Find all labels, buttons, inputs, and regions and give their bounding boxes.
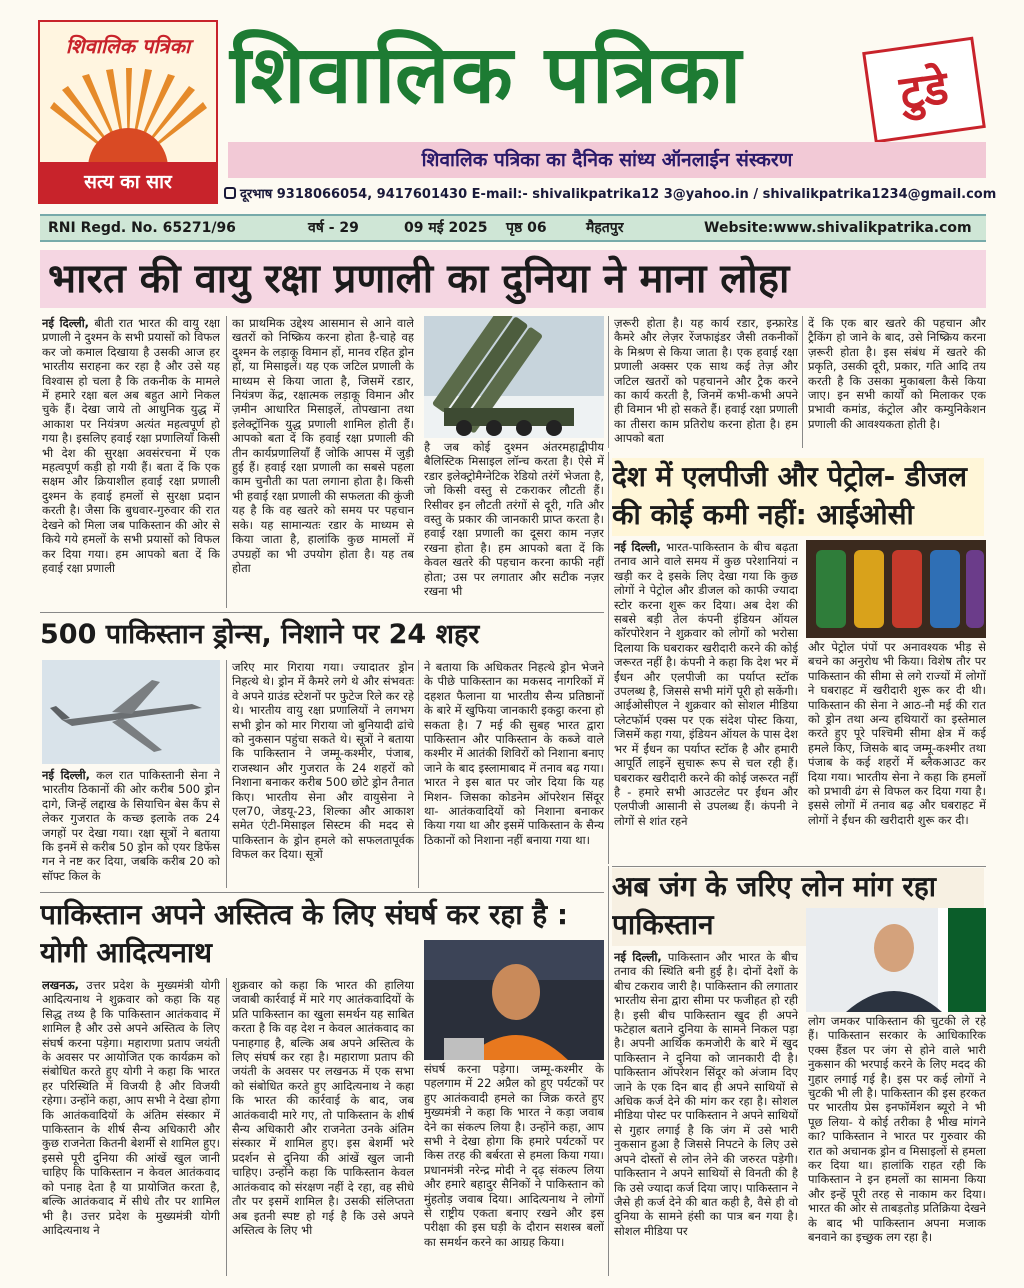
article-text: ज़रूरी होता है। यह कार्य रडार, इन्फ्रारेड कैमरे और लेज़र रेंजफाइंडर जैसी तकनीकों के मिश्रण से किया जाता है। एक हवाई रक्षा प्रणाली अक्सर एक साथ कई तेज़ और जटिल खतरों को पहचानने और ट्रैक करने का कार्य करती है, जिनमें कभी-कभी अपने ही विमान भी हो सकते हैं। हवाई रक्षा प्रणाली का तीसरा काम प्रतिरोध करना होता है। हम आपको बता xyxy=(614,316,798,446)
section-rule xyxy=(612,866,986,867)
yogi-adityanath-photo xyxy=(424,940,604,1060)
lpg-col-1 xyxy=(614,540,798,864)
article-text: लोग जमकर पाकिस्तान की चुटकी ले रहे हैं। पाकिस्तान सरकार के आधिकारिक एक्स हैंडल पर जंग से होने वाले भारी नुकसान की भरपाई करने के लिए मदद की गुहार लगाई गई है। इस पर कई लोगों ने चुटकी भी ली है। पाकिस्तान की इस हरकत पर भारतीय प्रेस इनफॉर्मेशन ब्यूरो ने भी पूछ लिया- ये कोई तरीका है भीख मांगने का? पाकिस्तान ने भारत पर गुरुवार की रात को अचानक ड्रोन व मिसाइलों से हमला कर दिया था। हालांकि राहत रही कि पाकिस्तान ने इन हमलों का सामना किया और इन्हें पूरी तरह से नाकाम कर दिया। भारत की ओर से ताबड़तोड़ प्रतिक्रिया देखने के बाद भी पाकिस्तान अपना मजाक बनवाने का इच्छुक लग रहा है। xyxy=(808,1014,986,1245)
article-text: पाकिस्तान और भारत के बीच तनाव की स्थिति बनी हुई है। दोनों देशों के बीच टकराव जारी है। पाकिस्तान की लगातार भारतीय सेना द्वारा सीमा पर फजीहत हो रही है। इसी बीच पाकिस्तान खुद ही अपने फटेहाल बताने दुनिया के सामने निकल पड़ा है। अपनी आर्थिक कमजोरी के बारे में खुद पाकिस्तान ने दुनिया को जानकारी दी है। पाकिस्तान ऑपरेशन सिंदूर को अंजाम दिए जाने के एक दिन बाद ही अपने साथियों से अधिक कर्ज देने की मांग कर रहा है। सोशल मीडिया पोस्ट पर पाकिस्तान ने अपने साथियों से गुहार लगाई है कि जंग में उसे भारी नुकसान हुआ है जिससे निपटने के लिए उसे अपने दोस्तों से लोन लेने की जरुरत पड़ेगी। पाकिस्तान ने अपने साथियों से विनती की है कि उसे ज्यादा कर्ज दिया जाए। पाकिस्तान ने जैसे ही कर्ज देने की बात कही है, वैसे ही वो दुनिया के सामने हंसी का पात्र बन गया है। सोशल मीडिया पर xyxy=(614,950,798,1238)
headline-loan: अब जंग के जरिए लोन मांग रहा पाकिस्तान xyxy=(612,868,984,946)
column-rule xyxy=(802,316,803,448)
newspaper-logo xyxy=(38,20,218,204)
pakistan-pm-photo xyxy=(806,908,986,1012)
yogi-col-3 xyxy=(424,1062,604,1276)
issue-date: 09 मई 2025 xyxy=(404,220,488,236)
article-text: का प्राथमिक उद्देश्य आसमान से आने वाले खतरों को निष्क्रिय करना होता है-चाहे वह दुश्मन के लड़ाकू विमान हों, मानव रहित ड्रोन हों, या मिसाइलें। यह एक जटिल प्रणाली के माध्यम से किया जाता है, जिसमें रडार, नियंत्रण केंद्र, रक्षात्मक लड़ाकू विमान और ज़मीन आधारित मिसाइलें, तोपखाना तथा इलेक्ट्रॉनिक युद्ध प्रणाली शामिल होती हैं। आपको बता दें कि हवाई रक्षा प्रणाली की तीन कार्यप्रणालियाँ हैं जोकि आपस में जुड़ी हुई हैं। हवाई रक्षा प्रणाली का सबसे पहला काम चुनौती का पता लगाना होता है। किसी भी हवाई रक्षा प्रणाली की सफलता की कुंजी यह है कि वह खतरे को समय पर पहचान सके। यह सामान्यतः रडार के माध्यम से किया जाता है, हालांकि कुछ मामलों में उपग्रहों का भी उपयोग होता है। यह तब होता xyxy=(232,316,414,575)
air-defence-col-1 xyxy=(42,316,220,608)
loan-col-1 xyxy=(614,950,798,1276)
page-number: पृष्ठ 06 xyxy=(506,220,547,236)
air-defence-col-2 xyxy=(232,316,414,608)
missile-system-photo xyxy=(424,316,604,438)
dateline: नई दिल्ली, xyxy=(614,950,662,964)
dateline: नई दिल्ली, xyxy=(42,768,90,782)
logo-slogan: सत्य का सार xyxy=(40,162,216,202)
dateline: नई दिल्ली, xyxy=(614,540,661,554)
air-defence-col-3 xyxy=(424,440,604,608)
column-rule xyxy=(226,660,227,888)
article-text: ने बताया कि अधिकतर निहत्थे ड्रोन भेजने के पीछे पाकिस्तान का मकसद नागरिकों में दहशत फैलाना या भारतीय सैन्य प्रतिष्ठानों के बारे में खुफिया जानकारी इकट्ठा करना हो सकता है। 7 मई की सुबह भारत द्वारा पाकिस्तान और पाकिस्तान के कब्जे वाले कश्मीर में आतंकी शिविरों को निशाना बनाए जाने के बाद इस्लामाबाद में तनाव बढ़ गया। भारत ने इस बात पर जोर दिया कि यह मिशन- जिसका कोडनेम ऑपरेशन सिंदूर था- आतंकवादियों को निशाना बनाकर किया गया था और इसमें पाकिस्तान के सैन्य ठिकानों को निशाना नहीं बनाया गया था। xyxy=(424,660,604,847)
section-rule xyxy=(40,892,604,893)
drones-col-2 xyxy=(232,660,414,888)
column-rule xyxy=(608,316,609,448)
logo-title: शिवालिक पत्रिका xyxy=(65,34,191,58)
drone-photo xyxy=(42,660,220,764)
issue-place: मैहतपुर xyxy=(586,220,624,236)
fuel-nozzles-photo xyxy=(806,540,986,638)
lpg-col-2 xyxy=(808,640,986,864)
article-text: जरिए मार गिराया गया। ज्यादातर ड्रोन निहत्थे थे। ड्रोन में कैमरे लगे थे और संभवतः वे अपने ग्राउंड स्टेशनों पर फुटेज रिले कर रहे थे। भारतीय वायु रक्षा प्रणालियों ने लगभग सभी ड्रोन को मार गिराया जो बुनियादी ढांचे को नुकसान पहुंचा सकते थे। सूत्रों ने बताया कि पाकिस्तान ने जम्मू-कश्मीर, पंजाब, राजस्थान और गुजरात के 24 शहरों को निशाना बनाकर करीब 500 छोटे ड्रोन तैनात किए। भारतीय सेना और वायुसेना ने एल70, जेडयू-23, शिल्का और आकाश समेत एंटी-मिसाइल सिस्टम की मदद से पाकिस्तान के ड्रोन हमले को सफलतापूर्वक विफल कर दिया। सूत्रों xyxy=(232,660,414,862)
loan-col-2 xyxy=(808,1014,986,1276)
headline-air-defence: भारत की वायु रक्षा प्रणाली का दुनिया ने माना लोहा xyxy=(40,250,986,308)
headline-lpg: देश में एलपीजी और पेट्रोल- डीजल की कोई कमी नहीं: आईओसी xyxy=(612,458,984,536)
section-rule xyxy=(40,612,604,613)
article-text: है जब कोई दुश्मन अंतरमहाद्वीपीय बैलिस्टिक मिसाइल लॉन्च करता है। ऐसे में रडार इलेक्ट्रोमैग्नेटिक रेडियो तरंगें भेजता है, जो किसी वस्तु से टकराकर लौटती हैं। रिसीवर इन लौटती तरंगों से दूरी, गति और वस्तु के प्रकार की जानकारी प्राप्त करता है। हवाई रक्षा प्रणाली का दूसरा काम नज़र रखना होता है। हम आपको बता दें कि केवल खतरे की पहचान करना काफी नहीं होता; उस पर लगातार और सटीक नज़र रखना भी xyxy=(424,440,604,599)
article-text: शुक्रवार को कहा कि भारत की हालिया जवाबी कार्रवाई में मारे गए आतंकवादियों के प्रति पाकिस्तान का खुला समर्थन यह साबित करता है कि वह देश न केवल आतंकवाद का पनाहगाह है, बल्कि अब अपने अस्तित्व के लिए संघर्ष कर रहा है। महाराणा प्रताप की जयंती के अवसर पर लखनऊ में एक सभा को संबोधित करते हुए आदित्यनाथ ने कहा कि भारत की कार्रवाई के बाद, जब आतंकवादी मारे गए, तो पाकिस्तान के शीर्ष सैन्य अधिकारी और राजनेता उनके अंतिम संस्कार में शामिल हुए। इस बेशर्मी भरे प्रदर्शन से दुनिया की आंखें खुल जानी चाहिए। उन्होंने कहा कि पाकिस्तान केवल आतंकवाद को संरक्षण नहीं दे रहा, वह सीधे तौर पर इसमें शामिल है। उसकी संलिप्तता अब इतनी स्पष्ट हो गई है कि उसे अपने अस्तित्व के लिए भी xyxy=(232,978,414,1237)
column-rule xyxy=(608,866,609,1276)
masthead-tagline: शिवालिक पत्रिका का दैनिक सांध्य ऑनलाईन संस्करण xyxy=(228,142,986,178)
column-rule xyxy=(418,660,419,888)
air-defence-col-5 xyxy=(808,316,986,448)
column-rule xyxy=(226,978,227,1276)
drones-col-3 xyxy=(424,660,604,888)
article-text: दें कि एक बार खतरे की पहचान और ट्रैकिंग हो जाने के बाद, उसे निष्क्रिय करना ज़रूरी होता है। इस संबंध में खतरे की प्रकृति, उसकी दूरी, प्रकार, गति आदि तय करती है कि उसका मुकाबला कैसे किया जाए। इन सभी कार्यों को मिलाकर एक प्रभावी कमांड, कंट्रोल और कम्युनिकेशन प्रणाली की आवश्यकता होती है। xyxy=(808,316,986,431)
column-rule xyxy=(226,316,227,608)
rni-number: RNI Regd. No. 65271/96 xyxy=(48,220,236,236)
article-text: संघर्ष करना पड़ेगा। जम्मू-कश्मीर के पहलगाम में 22 अप्रैल को हुए पर्यटकों पर हुए आतंकवादी हमले का जिक्र करते हुए मुख्यमंत्री ने कहा कि भारत ने कड़ा जवाब देने का संकल्प लिया है। उन्होंने कहा, आप सभी ने देखा होगा कि हमारे पर्यटकों पर किस तरह की बर्बरता से हमला किया गया। प्रधानमंत्री नरेन्द्र मोदी ने दृढ़ संकल्प लिया और हमारे बहादुर सैनिकों ने पाकिस्तान को मुंहतोड़ जवाब दिया। आदित्यनाथ ने लोगों से राष्ट्रीय एकता बनाए रखने और इस परीक्षा की इस घड़ी के दौरान सशस्त्र बलों का समर्थन करने का आग्रह किया। xyxy=(424,1062,604,1249)
sunburst-logo-icon xyxy=(40,68,216,168)
website-link[interactable]: Website:www.shivalikpatrika.com xyxy=(704,220,972,236)
air-defence-col-4 xyxy=(614,316,798,448)
issue-year: वर्ष - 29 xyxy=(308,220,359,236)
article-text: बीती रात भारत की वायु रक्षा प्रणाली ने दुश्मन के सभी प्रयासों को विफल कर जो कमाल दिखाया है उसकी आज हर भारतीय सराहना कर रहा है और उसे यह विश्वास हो चला है कि तकनीक के मामले में हमारे रक्षा बल अब बहुत आगे निकल चुके हैं। देखा जाये तो आधुनिक युद्ध में आकाश पर नियंत्रण अत्यंत महत्वपूर्ण हो गया है। इसलिए हवाई रक्षा प्रणालियाँ किसी भी देश की सुरक्षा अवसंरचना में एक महत्वपूर्ण कड़ी हो गयी हैं। बता दें कि एक सक्षम और क्रियाशील हवाई रक्षा प्रणाली दुश्मन के हवाई हमलों से सुरक्षा प्रदान करती है। जैसा कि बुधवार-गुरुवार की रात देखने को मिला जब पाकिस्तान की ओर से किये गये हमलों के सभी प्रयासों को विफल कर दिया गया। हम आपको बता दें कि हवाई रक्षा प्रणाली xyxy=(42,316,220,575)
yogi-col-2 xyxy=(232,978,414,1276)
contact-line xyxy=(224,184,997,206)
today-stamp: टुडे xyxy=(862,37,986,144)
headline-drones: 500 पाकिस्तान ड्रोन्स, निशाने पर 24 शहर xyxy=(40,619,480,650)
article-text: उत्तर प्रदेश के मुख्यमंत्री योगी आदित्यनाथ ने शुक्रवार को कहा कि यह सिद्ध तथ्य है कि पाकिस्तान आतंकवाद में शामिल है और उसे अपने अस्तित्व के लिए संघर्ष करना पड़ेगा। महाराणा प्रताप जयंती के अवसर पर आयोजित एक कार्यक्रम को संबोधित करते हुए योगी ने कहा कि भारत हर परिस्थिति में विजयी है और विजयी रहेगा। उन्होंने कहा, आप सभी ने देखा होगा कि आतंकवादियों के अंतिम संस्कार में पाकिस्तान के शीर्ष सैन्य अधिकारी और कुछ राजनेता कितनी बेशर्मी से शामिल हुए। इससे पूरी दुनिया की आंखें खुल जानी चाहिए कि पाकिस्तान न केवल आतंकवाद को पनाह देता है या प्रायोजित करता है, बल्कि आतंकवाद में सीधे तौर पर शामिल भी है। उत्तर प्रदेश के मुख्यमंत्री योगी आदित्यनाथ ने xyxy=(42,978,220,1237)
phone-icon xyxy=(224,187,236,199)
column-rule xyxy=(608,452,609,864)
issue-info-bar xyxy=(40,214,986,242)
contact-text: दूरभाष 9318066054, 9417601430 E-mail:- shivalikpatrika12 3@yahoo.in / shivalikpatrika1234@gmail.com xyxy=(240,187,997,202)
article-text: भारत-पाकिस्तान के बीच बढ़ता तनाव आने वाले समय में कुछ परेशानियां न खड़ी कर दे इसके लिए देखा गया कि कुछ लोगों ने पेट्रोल और डीजल को काफी ज्यादा स्टोर करना शुरू कर दिया। अब देश की सबसे बड़ी तेल कंपनी इंडियन ऑयल कॉरपोरेशन ने शुक्रवार को लोगों को भरोसा दिलाया कि घबराकर खरीदारी करने की कोई जरूरत नहीं है। कंपनी ने कहा कि देश भर में ईंधन और एलपीजी का पर्याप्त स्टॉक उपलब्ध है, जिससे सभी मांगें पूरी हो सकेंगी। आईओसीएल ने शुक्रवार को सोशल मीडिया प्लेटफॉर्म एक्स पर एक संदेश पोस्ट किया, जिसमें कहा गया, इंडियन ऑयल के पास देश भर में ईंधन का पर्याप्त स्टॉक है और हमारी आपूर्ति लाइनें सुचारू रूप से चल रही हैं। घबराकर खरीदारी करने की कोई जरूरत नहीं है - हमारे सभी आउटलेट पर ईंधन और एलपीजी आसानी से उपलब्ध हैं। कंपनी ने लोगों से शांत रहने xyxy=(614,540,798,828)
dateline: लखनऊ, xyxy=(42,978,79,992)
masthead-title: शिवालिक पत्रिका xyxy=(230,28,744,121)
headline-yogi: पाकिस्तान अपने अस्तित्व के लिए संघर्ष कर रहा है : योगी आदित्यनाथ xyxy=(40,898,569,969)
article-text: कल रात पाकिस्तानी सेना ने भारतीय ठिकानों की ओर करीब 500 ड्रोन दागे, जिन्हें लद्दाख के सियाचिन बेस कैंप से लेकर गुजरात के कच्छ इलाके तक 24 जगहों पर देखा गया। रक्षा सूत्रों ने बताया कि इनमें से करीब 50 ड्रोन को एयर डिफेंस गन ने नष्ट कर दिया, जबकि करीब 20 को सॉफ्ट किल के xyxy=(42,768,220,883)
drones-col-1 xyxy=(42,768,220,888)
dateline: नई दिल्ली, xyxy=(42,316,90,330)
article-text: और पेट्रोल पंपों पर अनावश्यक भीड़ से बचने का अनुरोध भी किया। विशेष तौर पर पाकिस्तान की सीमा से लगे राज्यों में लोगों ने घबराहट में खरीदारी शुरू कर दी थी। पाकिस्तान की सेना ने आठ-नौ मई की रात को ड्रोन तथा अन्य हथियारों का इस्तेमाल करते हुए पूरे पश्चिमी सीमा क्षेत्र में कई हमले किए, जिसके बाद जम्मू-कश्मीर तथा पंजाब के कई शहरों में ब्लैकआउट कर दिया गया। भारतीय सेना ने कहा कि हमलों को प्रभावी ढंग से विफल कर दिया गया है। इससे लोगों में तनाव बढ़ और घबराहट में लोगों ने ईंधन की खरीदारी शुरू कर दी। xyxy=(808,640,986,827)
yogi-col-1 xyxy=(42,978,220,1276)
